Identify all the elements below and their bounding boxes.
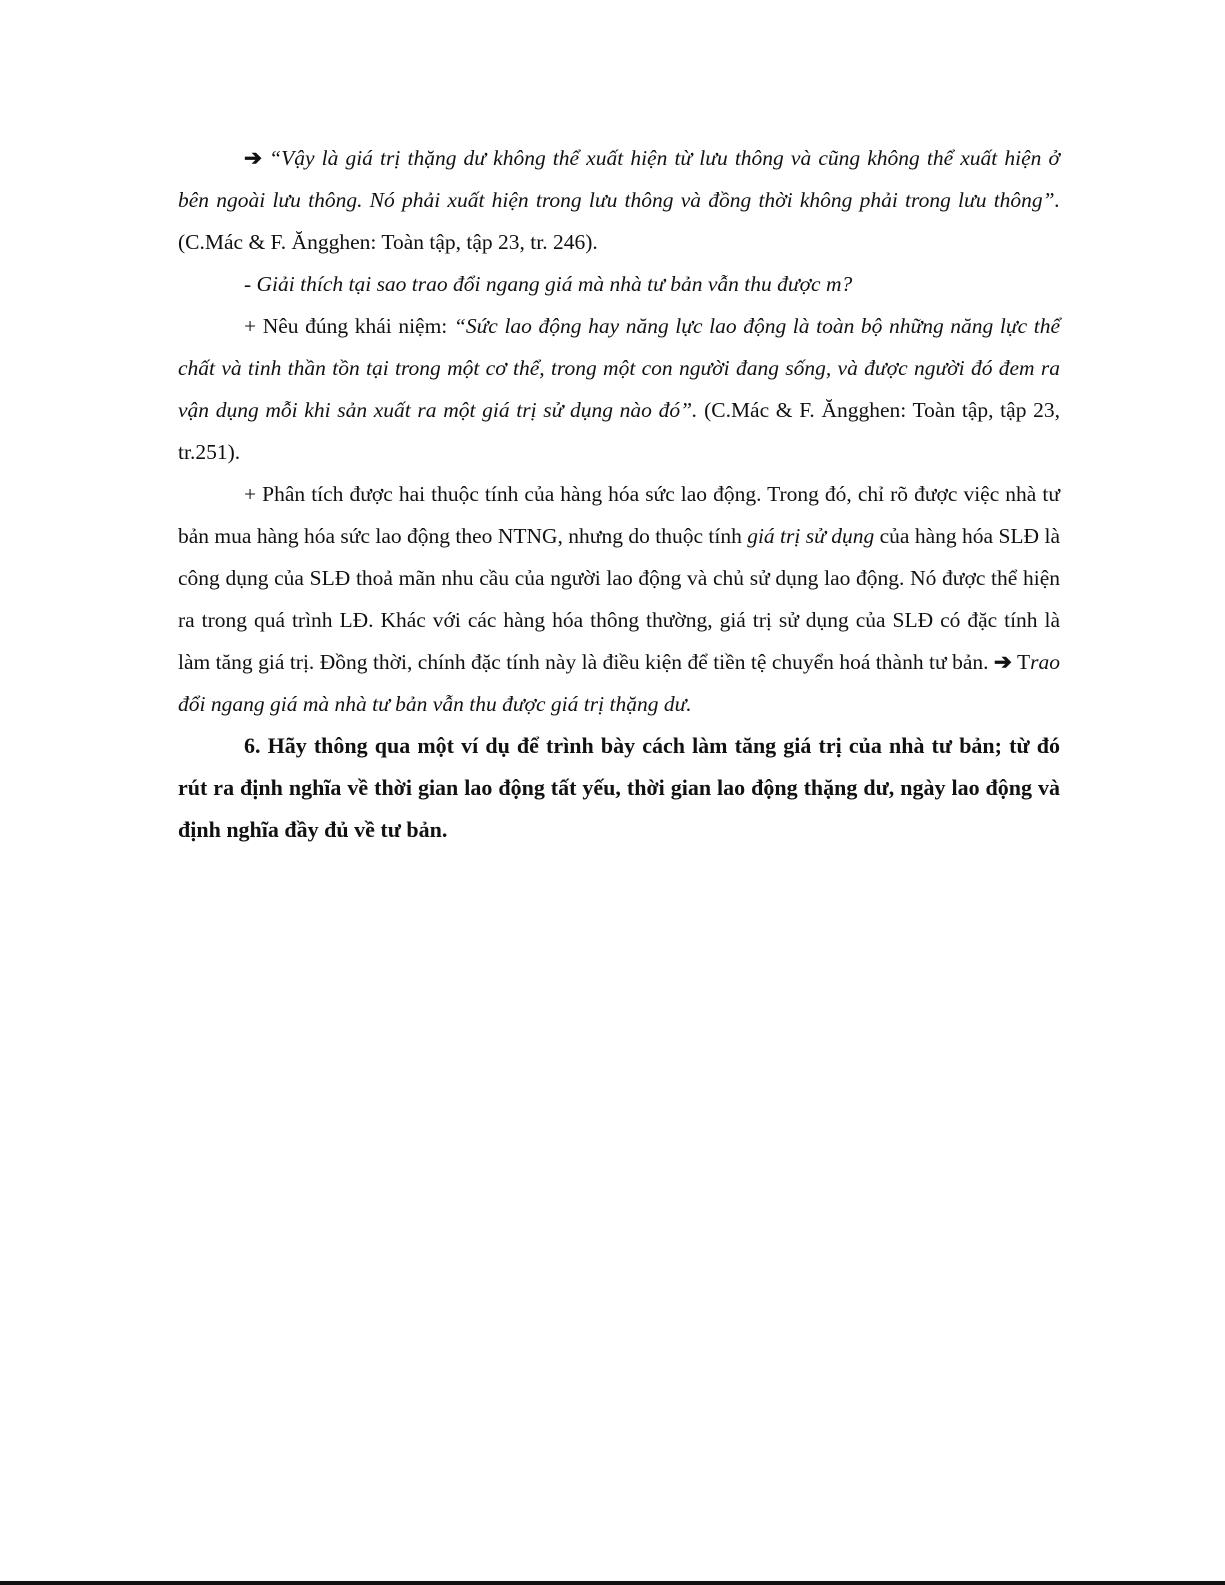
emphasis-text: giá trị sử dụng — [747, 524, 875, 548]
arrow-right-icon: ➔ — [993, 650, 1012, 674]
arrow-right-icon: ➔ — [244, 146, 263, 170]
question-heading: 6. Hãy thông qua một ví dụ để trình bày cách làm tăng giá trị của nhà tư bản; từ đó rút ra định nghĩa về thời gian lao động tất yếu, thời gian lao động thặng dư, ngày lao động và định nghĩa đầy đủ về tư bản. — [178, 733, 1060, 842]
body-text: của hàng hóa SLĐ là công dụng của SLĐ thoả mãn nhu cầu của người lao động và chủ sử dụng lao động. Nó được thể hiện ra trong quá trình LĐ. Khác với các hàng hóa thông thường, giá trị sử dụng của SLĐ có đặc tính là làm tăng giá trị. Đồng thời, chính đặc tính này là điều kiện để tiền tệ chuyển hoá thành tư bản. — [178, 524, 1060, 674]
paragraph-concept — [178, 305, 1060, 473]
emphasis-text: rao đổi ngang giá mà nhà tư bản vẫn thu được giá trị thặng dư. — [178, 650, 1060, 716]
body-text: + Phân tích được hai thuộc tính của hàng hóa sức lao động. Trong đó, chỉ rõ được việc nhà tư bản mua hàng hóa sức lao động theo NTNG, nhưng do thuộc tính — [178, 482, 1060, 548]
body-text: T — [1011, 650, 1031, 674]
quote-text: “Vậy là giá trị thặng dư không thể xuất hiện từ lưu thông và cũng không thể xuất hiện ở bên ngoài lưu thông. Nó phải xuất hiện trong lưu thông và đồng thời không phải trong lưu thông”. — [178, 146, 1060, 212]
page-bottom-border — [0, 1581, 1225, 1585]
paragraph-analysis — [178, 473, 1060, 725]
quote-text: “Sức lao động hay năng lực lao động là toàn bộ những năng lực thể chất và tinh thần tồn tại trong một cơ thể, trong một con người đang sống, và được người đó đem ra vận dụng mỗi khi sản xuất ra một giá trị sử dụng nào đó”. — [178, 314, 1060, 422]
lead-text: + Nêu đúng khái niệm: — [244, 314, 454, 338]
citation-text: (C.Mác & F. Ăngghen: Toàn tập, tập 23, tr. 246). — [178, 230, 598, 254]
paragraph-conclusion-quote — [178, 137, 1060, 263]
paragraph-question: - Giải thích tại sao trao đổi ngang giá mà nhà tư bản vẫn thu được m? — [244, 272, 853, 296]
document-page — [178, 137, 1060, 851]
citation-text: (C.Mác & F. Ăngghen: Toàn tập, tập 23, tr.251). — [178, 398, 1060, 464]
